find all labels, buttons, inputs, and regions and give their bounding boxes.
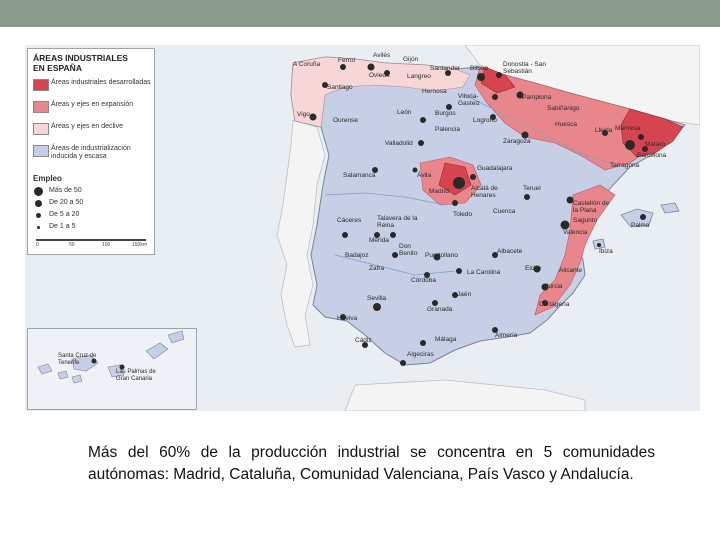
map-legend	[27, 48, 155, 255]
city-label: Sabiñánigo	[547, 105, 580, 112]
city-dot	[342, 232, 348, 238]
city-label: Talavera de la Reina	[377, 215, 418, 229]
legend-swatch	[33, 123, 49, 135]
city-dot	[400, 360, 406, 366]
city-dot	[470, 174, 476, 180]
legend-label: Áreas de industrialización inducida y escasa	[51, 145, 131, 160]
city-label: Murcia	[543, 283, 563, 290]
legend-swatch	[33, 145, 49, 157]
legend-employment-label: De 1 a 5	[49, 223, 76, 230]
city-label: Santiago	[327, 84, 353, 91]
city-dot	[373, 303, 381, 311]
slide-top-bar	[0, 0, 720, 27]
city-label: Zaragoza	[503, 138, 531, 145]
city-label: Burgos	[435, 110, 456, 117]
island-lanzarote	[168, 331, 184, 343]
city-label: Cáceres	[337, 217, 362, 224]
employment-dot-icon	[36, 213, 41, 218]
city-label: La Carolina	[467, 269, 501, 276]
city-dot	[452, 200, 458, 206]
city-label: Mataró	[645, 141, 666, 148]
city-label: Córdoba	[411, 277, 436, 284]
island-la-palma	[38, 364, 52, 374]
city-label: Teruel	[523, 185, 541, 192]
city-label: Palma	[631, 222, 650, 229]
city-label: Valladolid	[385, 140, 413, 147]
scale-tick-label: 100	[102, 242, 111, 248]
legend-label: Áreas y ejes en expansión	[51, 101, 134, 108]
city-label: Sevilla	[367, 295, 387, 302]
city-dot	[496, 72, 502, 78]
legend-employment-title: Empleo	[33, 174, 62, 183]
city-dot	[492, 94, 498, 100]
city-dot	[524, 194, 530, 200]
city-label: Guadalajara	[477, 165, 513, 172]
city-label: Donostia - San Sebastián	[503, 61, 546, 75]
city-label: Logroño	[473, 117, 497, 124]
city-label: Barcelona	[637, 152, 667, 159]
city-label: Sagunto	[573, 217, 598, 224]
legend-title	[33, 53, 153, 73]
city-label: Toledo	[453, 211, 473, 218]
city-dot	[597, 243, 601, 247]
city-label: Madrid	[429, 188, 449, 195]
island-la-gomera	[72, 375, 82, 383]
city-label: Huelva	[337, 315, 358, 322]
city-label: Albacete	[497, 248, 523, 255]
city-label: Badajoz	[345, 252, 369, 259]
city-label: Vigo	[297, 111, 310, 118]
city-dot	[390, 232, 396, 238]
city-label: Oviedo	[369, 72, 390, 79]
city-label: Granada	[427, 306, 453, 313]
city-dot	[392, 252, 398, 258]
city-label: Vitoria-Gasteiz	[458, 93, 481, 107]
city-label: Pamplona	[522, 94, 552, 101]
city-dot	[638, 134, 644, 140]
legend-employment-label: De 5 a 20	[49, 211, 80, 218]
legend-label: Áreas industriales desarrolladas	[51, 79, 151, 86]
city-label: Cádiz	[355, 337, 372, 344]
employment-dot-icon	[35, 200, 42, 207]
city-label: León	[397, 109, 412, 116]
city-label: Don Benito	[399, 243, 418, 257]
city-label: Jaén	[457, 291, 472, 298]
city-label: Mérida	[369, 237, 389, 244]
city-label: Gijón	[403, 56, 419, 63]
legend-title-line1: ÁREAS INDUSTRIALES	[33, 53, 128, 63]
industrial-areas-map	[25, 45, 700, 411]
city-label: Valencia	[563, 229, 588, 236]
city-label: Manresa	[615, 125, 641, 132]
island-fuerteventura	[146, 343, 168, 359]
city-label: Santander	[430, 65, 460, 72]
scale-tick-label: 50	[69, 242, 75, 248]
city-label: Tarragona	[610, 162, 640, 169]
legend-employment-label: De 20 a 50	[49, 199, 84, 206]
city-label: Lleida	[595, 127, 613, 134]
city-label: A Coruña	[293, 61, 321, 68]
city-dot	[453, 177, 465, 189]
city-dot	[456, 268, 462, 274]
island-el-hierro	[58, 371, 68, 379]
city-dot	[418, 140, 424, 146]
city-label: Huesca	[555, 121, 578, 128]
city-label: Hernosa	[422, 88, 447, 95]
city-label: Málaga	[435, 336, 457, 343]
city-label: Cartagena	[539, 301, 570, 308]
city-label: Bilbao	[470, 65, 489, 72]
city-label: Ibiza	[599, 248, 613, 255]
canary-islands-svg	[28, 329, 196, 409]
city-label: Ourense	[333, 117, 358, 124]
employment-dot-icon	[37, 226, 40, 229]
city-label: Castellón de la Plana	[573, 200, 610, 214]
city-label: Salamanca	[343, 172, 376, 179]
city-label: Alcalá de Henares	[471, 185, 498, 199]
scale-line	[36, 239, 146, 241]
city-dot	[640, 214, 646, 220]
scale-tick-label: 0	[36, 242, 39, 248]
city-label: Las Palmas de Gran Canaria	[116, 369, 156, 382]
map-scale-bar	[36, 237, 146, 247]
city-dot	[420, 340, 426, 346]
city-label: Puertollano	[425, 252, 458, 259]
city-dot	[368, 64, 375, 71]
canary-islands-inset	[27, 328, 197, 410]
legend-swatch	[33, 79, 49, 91]
legend-label: Áreas y ejes en declive	[51, 123, 123, 130]
legend-title-line2: EN ESPAÑA	[33, 63, 82, 73]
city-label: Langreo	[407, 73, 431, 80]
city-dot	[420, 117, 426, 123]
city-label: Santa Cruz de Tenerife	[58, 353, 97, 366]
city-dot	[340, 64, 346, 70]
city-label: Palencia	[435, 126, 460, 133]
legend-swatch	[33, 101, 49, 113]
city-label: Almería	[495, 332, 518, 339]
city-label: Zafra	[369, 265, 385, 272]
city-label: Avilés	[373, 52, 391, 59]
city-dot	[625, 140, 635, 150]
city-label: Ferrol	[338, 57, 355, 64]
employment-dot-icon	[34, 187, 43, 196]
city-label: Ávila	[417, 172, 432, 179]
city-dot	[477, 73, 485, 81]
city-label: Alicante	[559, 267, 583, 274]
scale-tick-label: 150km	[132, 242, 148, 248]
city-dot	[310, 114, 317, 121]
slide-caption: Más del 60% de la producción industrial se concentra en 5 comunidades autónomas: Madrid, Cataluña, Comunidad Valenciana, País Vasco y Andalucía.	[88, 444, 655, 483]
city-label: Elche	[525, 265, 542, 272]
city-label: Cuenca	[493, 208, 516, 215]
city-label: Algeciras	[407, 351, 434, 358]
legend-employment-label: Más de 50	[49, 187, 82, 194]
